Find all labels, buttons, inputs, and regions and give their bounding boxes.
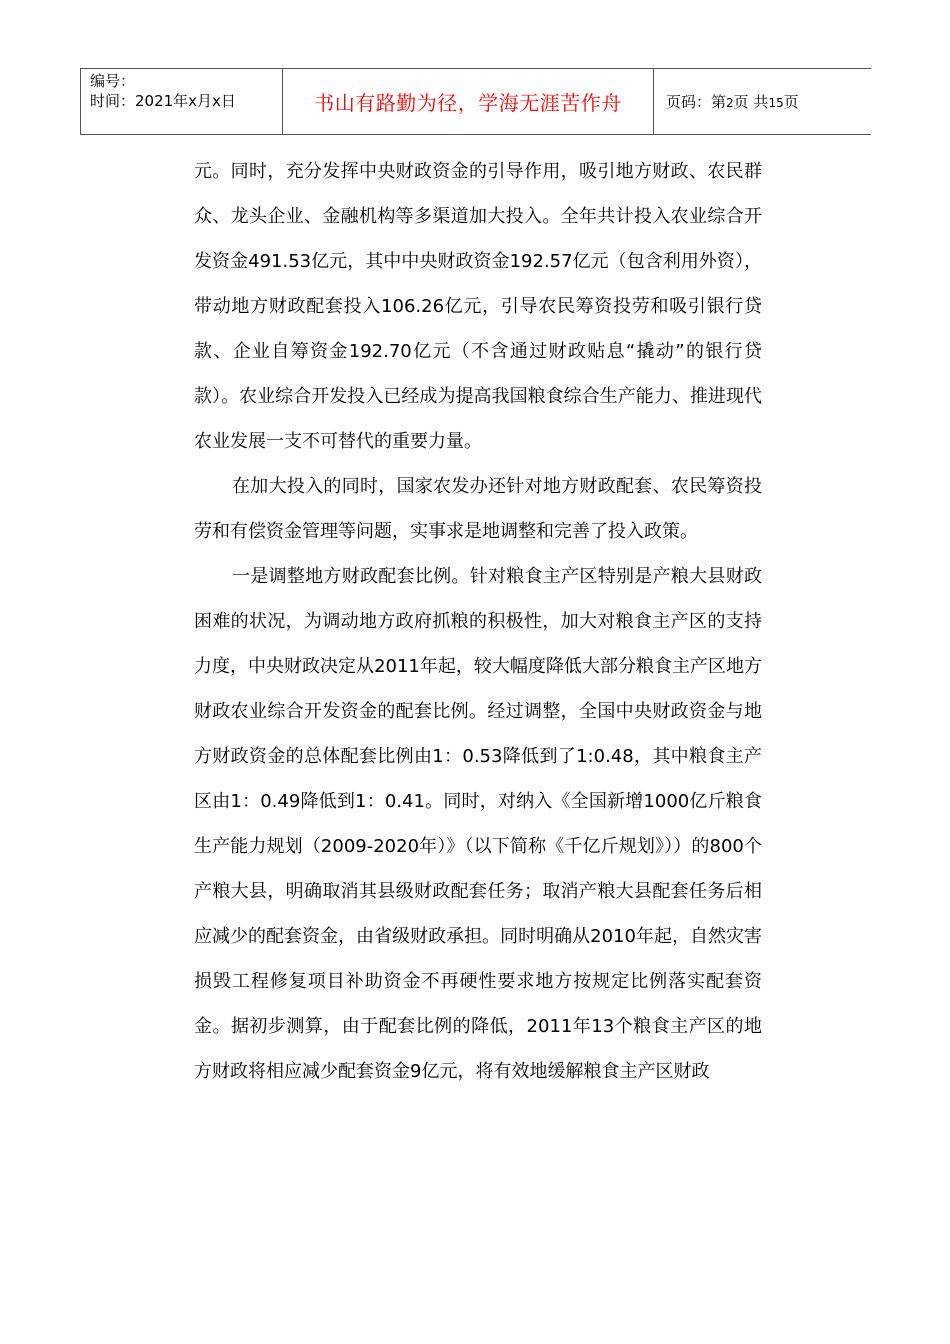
header-motto: 书山有路勤为径，学海无涯苦作舟 [283,69,654,135]
paragraph-matching-ratio: 一是调整地方财政配套比例。针对粮食主产区特别是产粮大县财政困难的状况，为调动地方政府抓粮的积极性，加大对粮食主产区的支持力度，中央财政决定从2011年起，较大幅度降低大部分粮食主产区地方财政农业综合开发资金的配套比例。经过调整，全国中央财政资金与地方财政资金的总体配套比例由1：0.53降低到了1:0.48，其中粮食主产区由1：0.49降低到1：0.41。同时，对纳入《全国新增1000亿斤粮食生产能力规划（2009-2020年）》（以下简称《千亿斤规划》））的800个产粮大县，明确取消其县级财政配套任务；取消产粮大县配套任务后相应减少的配套资金，由省级财政承担。同时明确从2010年起，自然灾害损毁工程修复项目补助资金不再硬性要求地方按规定比例落实配套资金。据初步测算，由于配套比例的降低，2011年13个粮食主产区的地方财政将相应减少配套资金9亿元，将有效地缓解粮食主产区财政 [194,566,762,1082]
document-time-label: 时间：2021年x月x日 [90,92,236,110]
document-header [80,68,871,135]
page-current: 2 [726,96,734,110]
header-meta-cell [81,69,283,135]
document-body [194,149,762,1094]
page-middle: 页 共 [733,93,769,111]
document-id-label: 编号： [90,72,136,90]
paragraph-policy-intro: 在加大投入的同时，国家农发办还针对地方财政配套、农民筹资投劳和有偿资金管理等问题，实事求是地调整和完善了投入政策。 [194,476,762,542]
page-suffix: 页 [783,93,799,111]
paragraph-continued: 元。同时，充分发挥中央财政资金的引导作用，吸引地方财政、农民群众、龙头企业、金融机构等多渠道加大投入。全年共计投入农业综合开发资金491.53亿元，其中中央财政资金192.57亿元（包含利用外资），带动地方财政配套投入106.26亿元，引导农民筹资投劳和吸引银行贷款、企业自筹资金192.70亿元（不含通过财政贴息“撬动”的银行贷款）。农业综合开发投入已经成为提高我国粮食综合生产能力、推进现代农业发展一支不可替代的重要力量。 [194,161,762,452]
page-prefix: 页码：第 [666,93,727,111]
page-indicator [654,69,871,135]
page-total: 15 [768,96,784,110]
